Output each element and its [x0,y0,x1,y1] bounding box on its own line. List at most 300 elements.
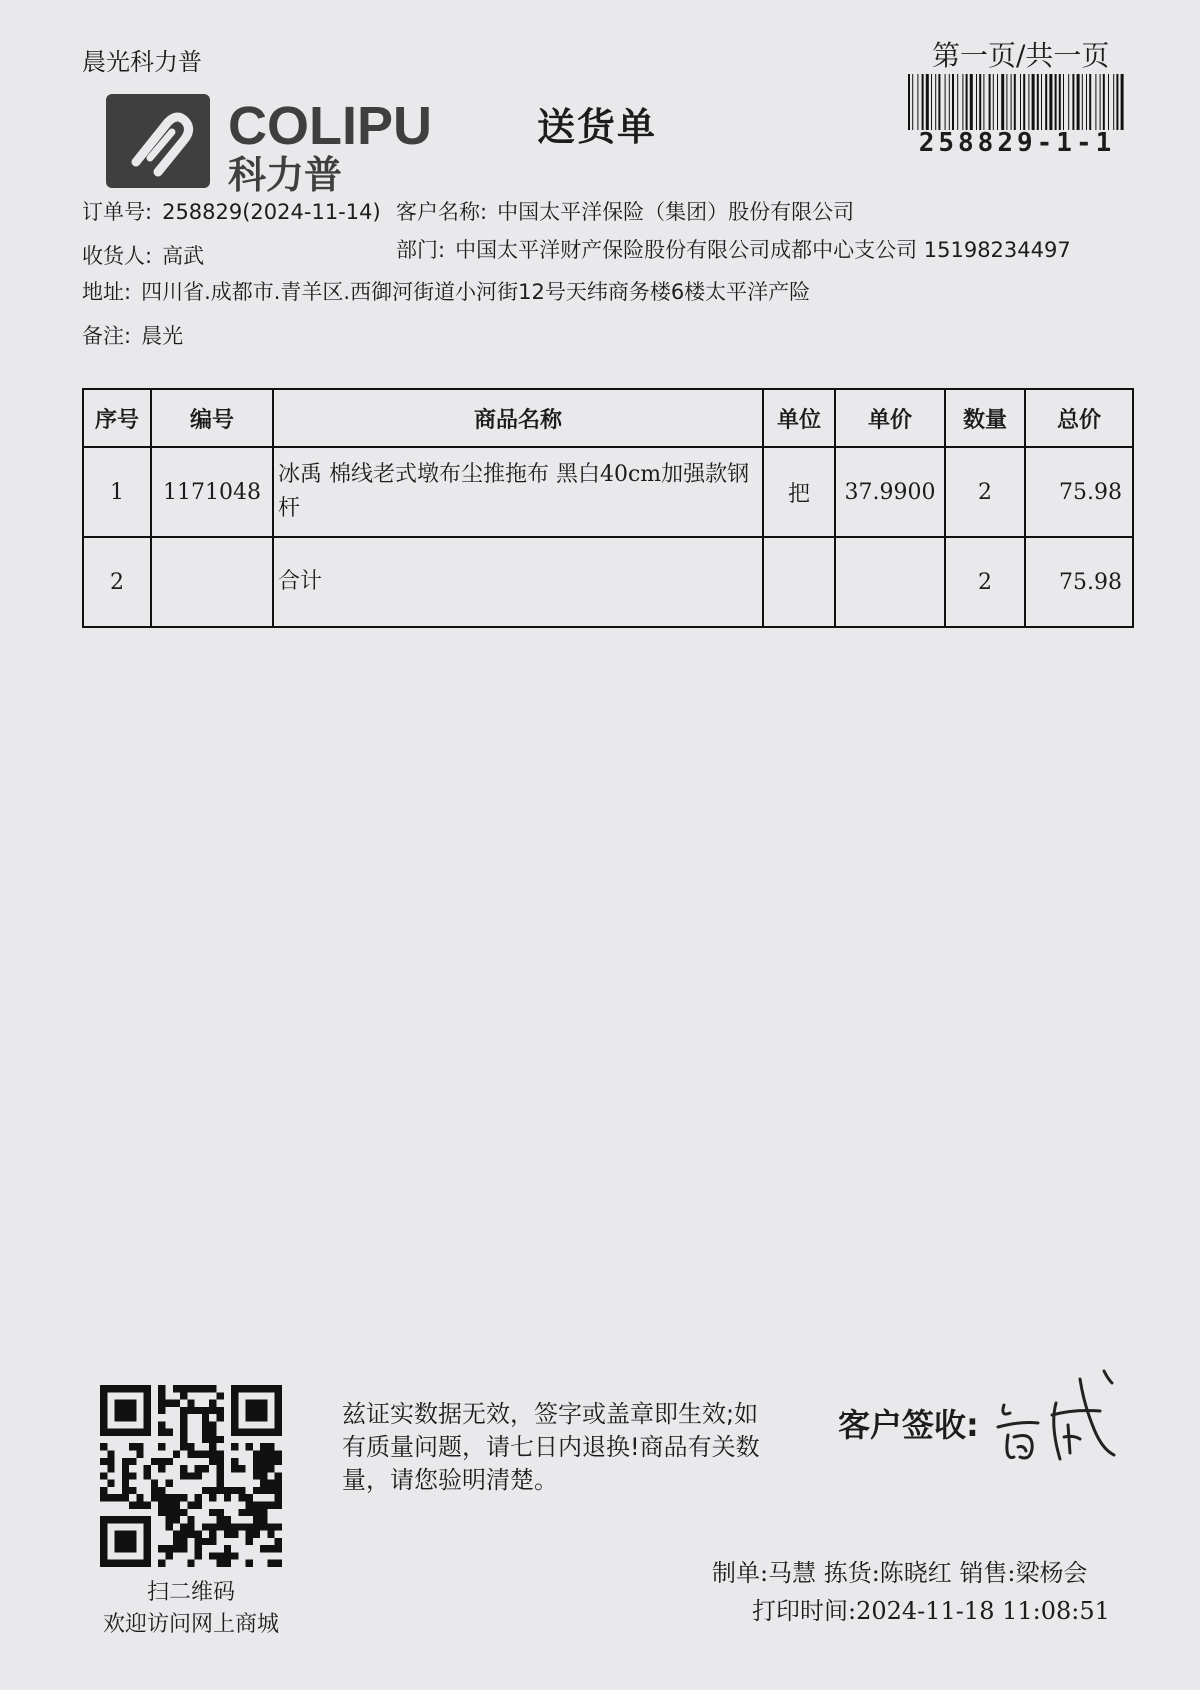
qr-module [144,1531,151,1538]
qr-module [180,1421,187,1428]
qr-module [253,1516,260,1523]
qr-module [267,1429,274,1436]
barcode-bar [952,74,954,130]
qr-module [246,1523,253,1530]
qr-module [107,1465,114,1472]
qr-module [151,1458,158,1465]
qr-module [180,1538,187,1545]
header-code: 编号 [151,389,273,447]
qr-caption-shop: 欢迎访问网上商城 [102,1612,279,1637]
qr-module [195,1385,202,1392]
cell-total: 75.98 [1025,537,1133,627]
barcode-bar [949,74,950,130]
barcode-bar [1082,74,1083,130]
qr-module [151,1480,158,1487]
qr-module [100,1472,107,1479]
qr-module [246,1494,253,1501]
qr-module [166,1501,173,1508]
order-number-value: 258829(2024-11-14) [162,200,381,224]
qr-module [100,1494,107,1501]
cell-product-name: 合计 [273,537,763,627]
qr-module [136,1451,143,1458]
qr-module [122,1400,129,1407]
qr-module [253,1400,260,1407]
qr-module [267,1465,274,1472]
qr-module [253,1487,260,1494]
qr-module [166,1458,173,1465]
qr-module [202,1487,209,1494]
qr-module [158,1509,165,1516]
qr-module [129,1443,136,1450]
qr-module [209,1531,216,1538]
qr-module [246,1385,253,1392]
qr-module [115,1560,122,1567]
qr-module [224,1545,231,1552]
qr-module [216,1523,223,1530]
qr-module [158,1421,165,1428]
qr-module [260,1414,267,1421]
qr-module [260,1523,267,1530]
qr-module [253,1523,260,1530]
barcode-bar [1121,74,1124,130]
qr-module [267,1531,274,1538]
qr-module [260,1480,267,1487]
qr-module [115,1429,122,1436]
qr-module [246,1414,253,1421]
header-product-name: 商品名称 [273,389,763,447]
qr-module [267,1480,274,1487]
qr-module [144,1516,151,1523]
barcode-bar [1072,74,1074,130]
barcode [908,74,1126,130]
qr-module [216,1552,223,1559]
qr-module [166,1545,173,1552]
qr-module [195,1407,202,1414]
customer-signature [990,1365,1125,1475]
qr-module [115,1385,122,1392]
qr-module [100,1523,107,1530]
qr-module [187,1443,194,1450]
barcode-bar [931,74,932,130]
qr-module [231,1523,238,1530]
barcode-bar [1045,74,1047,130]
qr-module [122,1429,129,1436]
qr-module [144,1429,151,1436]
qr-module [260,1487,267,1494]
qr-module [195,1494,202,1501]
qr-module [187,1516,194,1523]
qr-module [129,1385,136,1392]
qr-module [202,1429,209,1436]
qr-module [260,1400,267,1407]
barcode-bar [1116,74,1118,130]
cell-unit-price: 37.9900 [835,447,945,537]
barcode-bar [1063,74,1064,130]
qr-module [209,1552,216,1559]
qr-module [216,1465,223,1472]
qr-module [231,1552,238,1559]
qr-module [100,1400,107,1407]
qr-module [144,1385,151,1392]
qr-module [187,1501,194,1508]
qr-module [267,1458,274,1465]
cell-unit: 把 [763,447,835,537]
qr-module [238,1465,245,1472]
qr-module [129,1538,136,1545]
qr-module [275,1523,282,1530]
barcode-bar [979,74,981,130]
qr-module [195,1501,202,1508]
qr-module [275,1414,282,1421]
qr-module [122,1414,129,1421]
qr-module [231,1414,238,1421]
qr-module [122,1458,129,1465]
qr-module [260,1501,267,1508]
qr-module [129,1458,136,1465]
qr-module [115,1414,122,1421]
qr-module [100,1531,107,1538]
barcode-bar [1041,74,1042,130]
qr-module [202,1538,209,1545]
barcode-bar [917,74,918,130]
qr-module [173,1451,180,1458]
qr-module [122,1465,129,1472]
qr-module [238,1523,245,1530]
qr-module [173,1385,180,1392]
qr-module [173,1538,180,1545]
qr-module [231,1487,238,1494]
colipu-logo [106,92,486,192]
qr-module [238,1487,245,1494]
qr-module [195,1552,202,1559]
barcode-bar [983,74,984,130]
order-number-label: 订单号: [82,200,153,224]
qr-module [100,1487,107,1494]
qr-module [144,1414,151,1421]
qr-module [216,1516,223,1523]
qr-module [246,1429,253,1436]
qr-module [129,1472,136,1479]
qr-module [180,1523,187,1530]
qr-module [275,1480,282,1487]
qr-module [180,1509,187,1516]
qr-module [107,1516,114,1523]
qr-module [260,1407,267,1414]
barcode-bar [1006,74,1007,130]
qr-module [267,1560,274,1567]
qr-module [158,1501,165,1508]
receiver-line [82,240,204,270]
qr-module [115,1400,122,1407]
qr-module [216,1436,223,1443]
qr-module [231,1443,238,1450]
qr-module [173,1509,180,1516]
qr-module [187,1451,194,1458]
qr-module [260,1385,267,1392]
qr-module [136,1443,143,1450]
qr-module [122,1472,129,1479]
qr-module [129,1560,136,1567]
qr-module [100,1392,107,1399]
cell-index: 1 [83,447,151,537]
cell-quantity: 2 [945,447,1025,537]
barcode-bar [1049,74,1052,130]
qr-module [173,1400,180,1407]
qr-module [122,1560,129,1567]
qr-module [267,1487,274,1494]
qr-module [136,1501,143,1508]
qr-module [246,1501,253,1508]
qr-module [100,1429,107,1436]
qr-module [275,1451,282,1458]
qr-module [115,1516,122,1523]
qr-module [166,1509,173,1516]
qr-module [209,1385,216,1392]
qr-module [107,1451,114,1458]
qr-module [238,1429,245,1436]
qr-module [209,1407,216,1414]
barcode-bar [1020,74,1021,130]
barcode-bar [1037,74,1039,130]
qr-module [246,1538,253,1545]
barcode-bar [997,74,998,130]
department-label: 部门: [396,238,446,262]
qr-module [187,1560,194,1567]
qr-module [100,1516,107,1523]
qr-module [144,1545,151,1552]
qr-module [158,1429,165,1436]
qr-module [100,1538,107,1545]
qr-module [180,1429,187,1436]
cell-code [151,537,273,627]
qr-module [275,1400,282,1407]
qr-module [202,1421,209,1428]
qr-module [158,1443,165,1450]
qr-module [122,1487,129,1494]
department-line [396,234,1071,264]
qr-module [216,1414,223,1421]
qr-module [180,1436,187,1443]
qr-module [209,1421,216,1428]
qr-module [267,1501,274,1508]
qr-module [275,1494,282,1501]
barcode-bar [1011,74,1012,130]
barcode-bar [1059,74,1061,130]
qr-module [216,1472,223,1479]
qr-module [115,1531,122,1538]
qr-module [209,1458,216,1465]
print-time: 打印时间:2024-11-18 11:08:51 [752,1597,1110,1625]
qr-module [209,1400,216,1407]
qr-module [122,1385,129,1392]
barcode-bar [1108,74,1109,130]
barcode-bar [1014,74,1016,130]
qr-module [202,1451,209,1458]
qr-module [231,1407,238,1414]
customer-signature-label: 客户签收: [838,1406,979,1444]
qr-module [246,1509,253,1516]
barcode-bar [962,74,963,130]
cell-quantity: 2 [945,537,1025,627]
address-line [82,276,810,306]
qr-module [144,1523,151,1530]
qr-module [275,1385,282,1392]
qr-module [180,1392,187,1399]
cell-code: 1171048 [151,447,273,537]
barcode-bar [1077,74,1080,130]
qr-module [158,1407,165,1414]
qr-module [107,1385,114,1392]
barcode-bar [970,74,973,130]
qr-module [238,1385,245,1392]
qr-module [275,1538,282,1545]
qr-module [253,1429,260,1436]
qr-module [100,1560,107,1567]
qr-module [122,1538,129,1545]
qr-module [260,1545,267,1552]
qr-module [246,1443,253,1450]
qr-module [107,1480,114,1487]
qr-module [129,1516,136,1523]
qr-module [107,1560,114,1567]
qr-module [100,1414,107,1421]
qr-module [195,1465,202,1472]
qr-module [136,1560,143,1567]
address-label: 地址: [82,280,132,304]
qr-module [260,1429,267,1436]
qr-module [129,1429,136,1436]
qr-module [158,1458,165,1465]
qr-module [195,1538,202,1545]
qr-module [180,1414,187,1421]
qr-module [166,1400,173,1407]
qr-caption-scan: 扫二维码 [146,1580,235,1605]
department-value: 中国太平洋财产保险股份有限公司成都中心支公司 15198234497 [455,238,1071,262]
qr-module [166,1480,173,1487]
qr-module [246,1400,253,1407]
header-index: 序号 [83,389,151,447]
qr-module [136,1429,143,1436]
remark-line [82,320,183,350]
qr-module [231,1385,238,1392]
barcode-bar [1095,74,1096,130]
qr-module [209,1538,216,1545]
qr-module [195,1545,202,1552]
qr-module [166,1429,173,1436]
page-count: 第一页/共一页 [932,39,1110,72]
qr-module [122,1516,129,1523]
barcode-bar [1103,74,1105,130]
qr-module [180,1472,187,1479]
qr-module [253,1472,260,1479]
qr-module [202,1436,209,1443]
qr-module [253,1465,260,1472]
qr-module [144,1472,151,1479]
qr-module [129,1531,136,1538]
qr-module [267,1523,274,1530]
qr-module [202,1465,209,1472]
qr-module [216,1392,223,1399]
cell-unit [763,537,835,627]
qr-module [209,1494,216,1501]
qr-module [100,1407,107,1414]
qr-module [180,1407,187,1414]
qr-module [122,1480,129,1487]
qr-module [260,1458,267,1465]
qr-module [253,1414,260,1421]
qr-module [275,1392,282,1399]
qr-module [144,1465,151,1472]
order-number-line [82,196,381,226]
barcode-bar [908,74,910,130]
qr-module [144,1400,151,1407]
qr-module [100,1545,107,1552]
qr-module [267,1443,274,1450]
qr-module [275,1487,282,1494]
qr-module [187,1385,194,1392]
qr-module [100,1421,107,1428]
qr-module [187,1400,194,1407]
qr-module [158,1487,165,1494]
customer-name-line [396,196,854,226]
qr-module [209,1509,216,1516]
barcode-bar [1001,74,1004,130]
barcode-number: 258829-1-1 [918,128,1116,158]
qr-module [115,1407,122,1414]
qr-module [173,1531,180,1538]
qr-code [100,1385,282,1567]
document-title: 送货单 [537,105,658,149]
qr-module [173,1545,180,1552]
qr-module [209,1487,216,1494]
qr-module [202,1523,209,1530]
qr-module [231,1392,238,1399]
barcode-bar [993,74,994,130]
qr-module [122,1545,129,1552]
address-value: 四川省.成都市.青羊区.西御河街道小河街12号天纬商务楼6楼太平洋产险 [141,280,811,304]
qr-module [216,1458,223,1465]
header-total: 总价 [1025,389,1133,447]
qr-module [267,1545,274,1552]
qr-module [195,1472,202,1479]
qr-module [115,1545,122,1552]
qr-module [122,1494,129,1501]
remark-value: 晨光 [141,324,184,348]
qr-module [180,1545,187,1552]
qr-module [158,1400,165,1407]
receiver-value: 高武 [162,244,205,268]
qr-module [224,1531,231,1538]
qr-module [216,1407,223,1414]
qr-module [158,1494,165,1501]
qr-module [144,1538,151,1545]
qr-module [260,1465,267,1472]
qr-module [100,1443,107,1450]
qr-module [224,1523,231,1530]
qr-module [107,1458,114,1465]
qr-module [173,1516,180,1523]
qr-module [246,1407,253,1414]
qr-module [187,1472,194,1479]
qr-module [129,1487,136,1494]
qr-module [136,1494,143,1501]
qr-module [129,1407,136,1414]
qr-module [129,1414,136,1421]
qr-module [224,1494,231,1501]
barcode-bar [1032,74,1035,130]
barcode-bar [1089,74,1091,130]
qr-module [275,1407,282,1414]
